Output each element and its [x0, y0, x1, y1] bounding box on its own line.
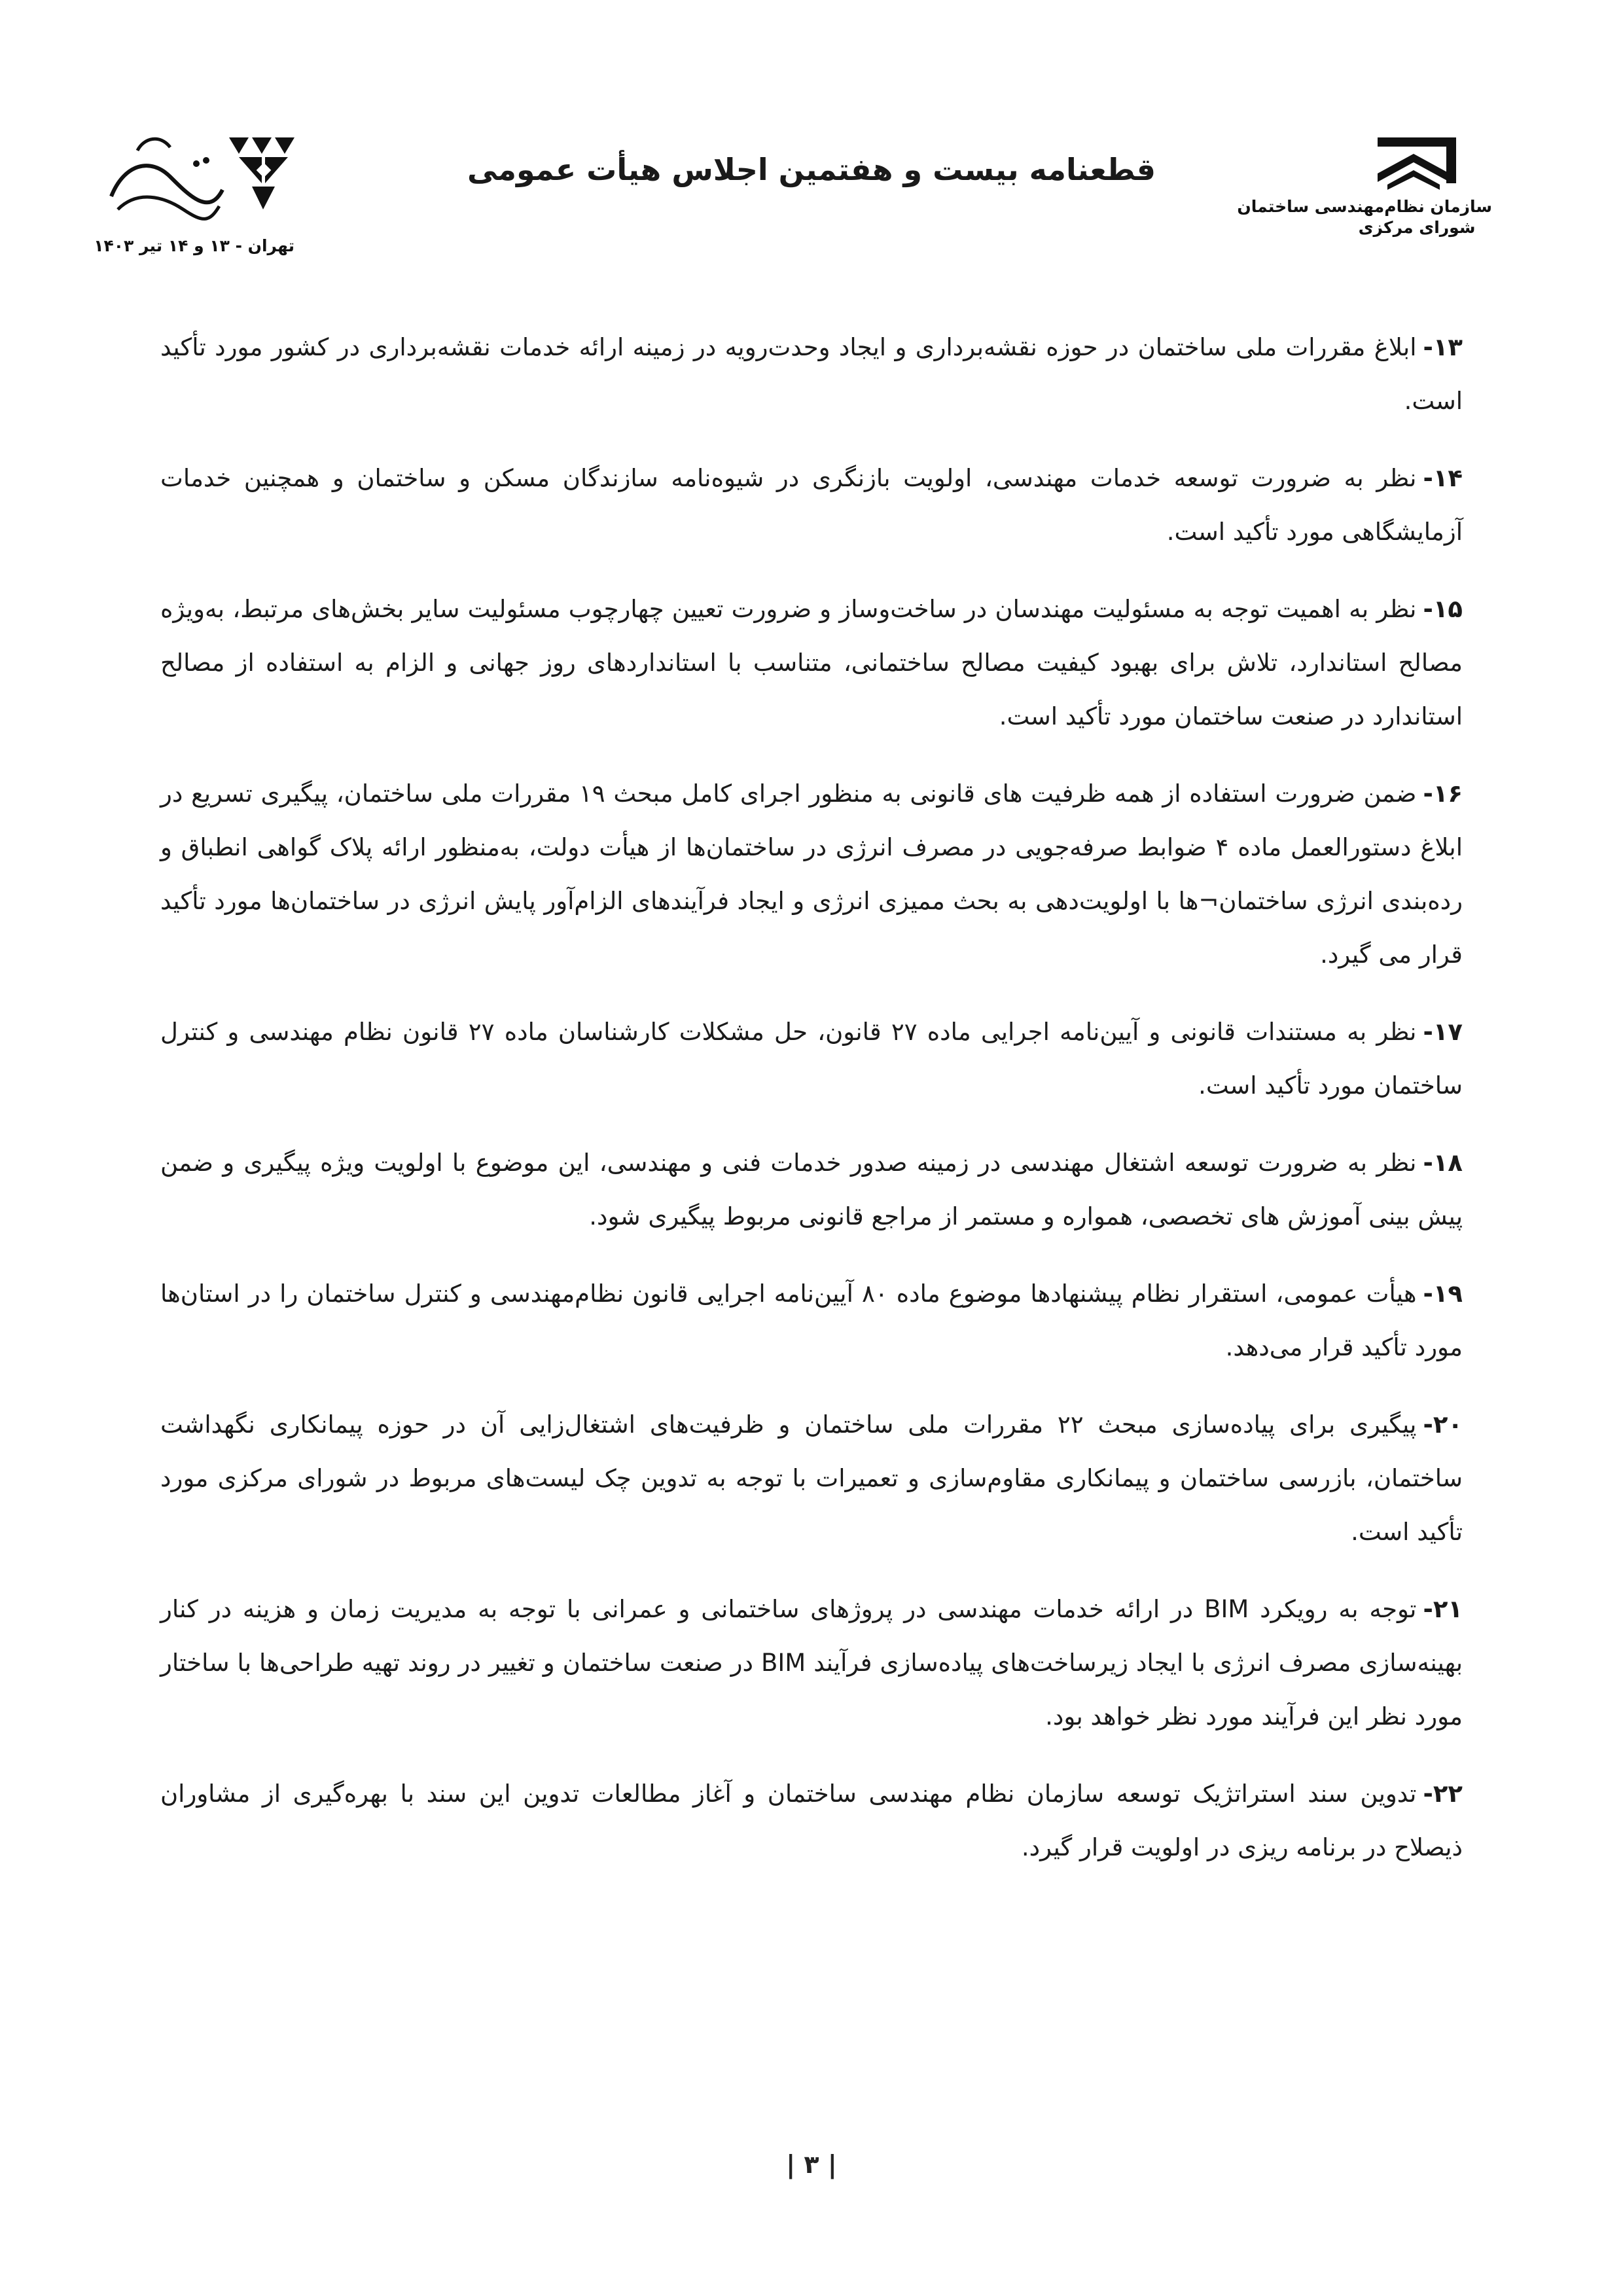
event-logo [94, 124, 308, 262]
item-text: نظر به اهمیت توجه به مسئولیت مهندسان در ساخت‌وساز و ضرورت تعیین چهارچوب مسئولیت سایر بخش‌های مرتبط، به‌ویژه مصالح استاندارد، تلاش برای بهبود کیفیت مصالح ساختمانی، متناسب با استانداردهای روز جهانی و الزام به استفاده از مصالح استاندارد در صنعت ساختمان مورد تأکید است. [160, 595, 1463, 730]
item-number: ۱۳- [1423, 333, 1463, 361]
page-number: | ۳ | [786, 2150, 837, 2179]
list-item [160, 321, 1463, 428]
resolution-items [160, 321, 1463, 1898]
item-text: نظر به مستندات قانونی و آیین‌نامه اجرایی ماده ۲۷ قانون، حل مشکلات کارشناسان ماده ۲۷ قانون نظام مهندسی و کنترل ساختمان مورد تأکید است. [160, 1018, 1463, 1100]
org-caption-line2: شورای مرکزی [1358, 218, 1476, 237]
item-text: هیأت عمومی، استقرار نظام پیشنهادها موضوع ماده ۸۰ آیین‌نامه اجرایی قانون نظام‌مهندسی و کنترل ساختمان را در استان‌ها مورد تأکید قرار می‌دهد. [160, 1280, 1463, 1361]
item-text: نظر به ضرورت توسعه اشتغال مهندسی در زمینه صدور خدمات فنی و مهندسی، این موضوع با اولویت ویژه پیگیری و ضمن پیش بینی آموزش های تخصصی، همواره و مستمر از مراجع قانونی مربوط پیگیری شود. [160, 1149, 1463, 1230]
list-item [160, 1267, 1463, 1374]
list-item [160, 583, 1463, 744]
item-number: ۱۵- [1423, 595, 1463, 623]
assembly-emblem-icon [98, 124, 308, 236]
event-caption: تهران - ۱۳ و ۱۴ تیر ۱۴۰۳ [94, 236, 294, 255]
list-item [160, 1398, 1463, 1559]
item-number: ۱۸- [1423, 1149, 1463, 1177]
org-logo [1237, 124, 1492, 255]
list-item [160, 767, 1463, 982]
list-item [160, 1767, 1463, 1874]
list-item [160, 1005, 1463, 1113]
list-item [160, 1136, 1463, 1244]
page-title: قطعنامه بیست و هفتمین اجلاس هیأت عمومی [467, 152, 1156, 187]
item-text: نظر به ضرورت توسعه خدمات مهندسی، اولویت بازنگری در شیوه‌نامه سازندگان مسکن و ساختمان و همچنین خدمات آزمایشگاهی مورد تأکید است. [160, 464, 1463, 546]
item-number: ۱۷- [1423, 1018, 1463, 1046]
item-number: ۱۴- [1423, 464, 1463, 492]
item-number: ۱۹- [1423, 1280, 1463, 1308]
item-number: ۲۰- [1423, 1410, 1463, 1439]
org-caption-line1: سازمان نظام‌مهندسی ساختمان [1237, 197, 1492, 216]
building-logo-icon [1364, 124, 1469, 196]
item-text: ابلاغ مقررات ملی ساختمان در حوزه نقشه‌برداری و ایجاد وحدت‌رویه در زمینه ارائه خدمات نقشه‌برداری در کشور مورد تأکید است. [160, 333, 1463, 415]
item-text: توجه به رویکرد BIM در ارائه خدمات مهندسی در پروژهای ساختمانی و عمرانی با توجه به مدیریت زمان و هزینه در کنار بهینه‌سازی مصرف انرژی با ایجاد زیرساخت‌های پیاده‌سازی فرآیند BIM در صنعت ساختمان و تغییر در روند تهیه طراحی‌ها با ساختار مورد نظر این فرآیند مورد نظر خواهد بود. [160, 1595, 1463, 1731]
page-header [0, 0, 1623, 288]
list-item [160, 1583, 1463, 1744]
item-text: ضمن ضرورت استفاده از همه ظرفیت های قانونی به منظور اجرای کامل مبحث ۱۹ مقررات ملی ساختمان، پیگیری تسریع در ابلاغ دستورالعمل ماده ۴ ضوابط صرفه‌جویی در مصرف انرژی در ساختمان‌ها از هیأت دولت، به‌منظور ارائه پلاک گواهی انطباق و رده‌بندی انرژی ساختمان¬ها با اولویت‌دهی به بحث ممیزی انرژی و ایجاد فرآیندهای الزام‌آور پایش انرژی در ساختمان‌ها مورد تأکید قرار می گیرد. [160, 780, 1463, 969]
item-number: ۱۶- [1423, 780, 1463, 808]
item-number: ۲۲- [1423, 1780, 1463, 1808]
list-item [160, 452, 1463, 559]
item-text: پیگیری برای پیاده‌سازی مبحث ۲۲ مقررات ملی ساختمان و ظرفیت‌های اشتغال‌زایی آن در حوزه پیمانکاری نگهداشت ساختمان، بازرسی ساختمان و پیمانکاری مقاوم‌سازی و تعمیرات با توجه به تدوین چک لیست‌های مربوط در شورای مرکزی مورد تأکید است. [160, 1410, 1463, 1546]
item-text: تدوین سند استراتژیک توسعه سازمان نظام مهندسی ساختمان و آغاز مطالعات تدوین این سند با بهره‌گیری از مشاوران ذیصلاح در برنامه ریزی در اولویت قرار گیرد. [160, 1780, 1463, 1861]
item-number: ۲۱- [1423, 1595, 1463, 1623]
